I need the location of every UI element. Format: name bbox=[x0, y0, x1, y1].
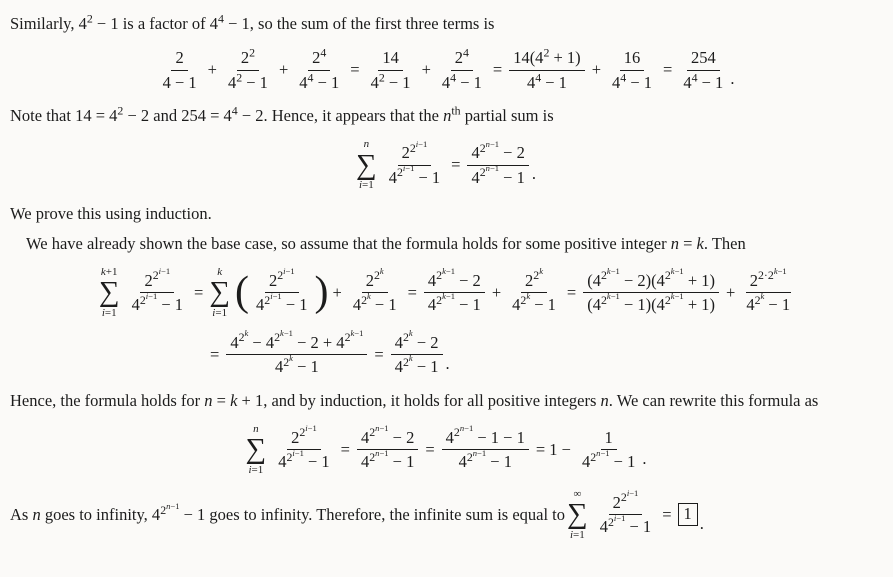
fraction bbox=[467, 138, 528, 189]
numerator: $4^{2^{k-1}} - 2$ bbox=[424, 269, 485, 293]
fraction bbox=[159, 46, 201, 94]
numerator: $2^{2^{i-1}}$ bbox=[140, 269, 174, 293]
fraction bbox=[128, 266, 187, 317]
denominator: $4^{2^{n-1}} - 1$ bbox=[471, 163, 525, 187]
summation bbox=[246, 423, 267, 477]
denominator: $4^{2^{n-1}} - 1$ bbox=[360, 447, 415, 472]
math-operator: . bbox=[699, 513, 704, 533]
math-operator: + bbox=[591, 60, 601, 80]
boxed-answer: 1 bbox=[678, 503, 698, 526]
math-operator: = bbox=[210, 344, 220, 364]
fraction bbox=[583, 266, 719, 317]
numerator: $2^{2^{i-1}}$ bbox=[609, 491, 643, 515]
fraction bbox=[226, 328, 367, 379]
fraction bbox=[438, 46, 486, 94]
fraction bbox=[295, 46, 343, 94]
denominator: $4^4 - 1$ bbox=[299, 70, 340, 92]
denominator: $4^4 - 1$ bbox=[612, 70, 652, 92]
sigma-icon: ∑ bbox=[98, 276, 120, 309]
denominator: $4^{2^k} - 1$ bbox=[274, 352, 319, 377]
math-operator: + bbox=[421, 60, 431, 80]
paragraph-infinite-sum bbox=[10, 488, 884, 542]
numerator: $2^{2^{i-1}}$ bbox=[265, 269, 299, 293]
numerator: $4^{2^k} - 2$ bbox=[391, 331, 443, 355]
denominator: $4^{2^{i-1}} - 1$ bbox=[278, 447, 330, 472]
numerator: 1 bbox=[601, 426, 617, 450]
sum-upper-limit: n bbox=[253, 422, 259, 435]
denominator: $4^{2^k} - 1$ bbox=[352, 290, 397, 315]
math-operator: = bbox=[663, 60, 673, 80]
math-operator: = bbox=[194, 282, 204, 302]
sigma-icon: ∑ bbox=[209, 276, 231, 309]
sum-lower-limit: i=1 bbox=[358, 179, 374, 192]
math-operator: = 1 − bbox=[535, 439, 571, 459]
denominator: 4 − 1 bbox=[162, 72, 197, 92]
infinite-sum-text: As n goes to infinity, $4^{2^{n-1}} - 1$ goes to infinity. Therefore, the infinite sum is equal to bbox=[10, 500, 566, 525]
denominator: $4^{2^k} - 1$ bbox=[394, 352, 439, 377]
denominator: $4^{2^k} - 1$ bbox=[512, 290, 556, 315]
denominator: $4^{2^{i-1}} - 1$ bbox=[388, 163, 441, 187]
math-operator: . bbox=[730, 69, 735, 89]
equation-rewritten-formula bbox=[10, 423, 884, 477]
numerator: $4^{2^k} - 4^{2^{k-1}} - 2 + 4^{2^{k-1}}$ bbox=[226, 331, 367, 355]
denominator: $4^{2^k} - 1$ bbox=[746, 290, 791, 315]
paragraph-note-pattern: Note that $14 = 4^2 - 2$ and $254 = 4^4 - 2$. Hence, it appears that the $n^{th}$ partial sum is bbox=[10, 103, 554, 126]
fraction bbox=[509, 46, 585, 94]
numerator: $2^2$ bbox=[237, 46, 259, 70]
denominator: $4^2 - 1$ bbox=[227, 70, 268, 92]
sum-lower-limit: i=1 bbox=[212, 306, 228, 319]
fraction bbox=[224, 46, 272, 94]
numerator: $2^{2\cdot 2^{k-1}}$ bbox=[746, 269, 791, 293]
denominator: $4^{2^{n-1}} - 1$ bbox=[581, 447, 636, 472]
numerator: $2^{2^k}$ bbox=[362, 269, 388, 293]
numerator: 14 bbox=[378, 46, 403, 70]
sum-upper-limit: ∞ bbox=[573, 487, 582, 500]
denominator: $4^{2^{k-1}} - 1$ bbox=[427, 290, 481, 315]
sum-lower-limit: i=1 bbox=[569, 528, 585, 541]
math-operator: = bbox=[407, 282, 417, 302]
numerator: $2^4$ bbox=[308, 46, 330, 70]
math-operator: . bbox=[445, 353, 450, 373]
fraction bbox=[349, 266, 401, 317]
equation-induction-step-line2 bbox=[10, 328, 884, 379]
summation bbox=[99, 266, 120, 320]
math-operator: + bbox=[278, 60, 289, 80]
numerator: $(4^{2^{k-1}} - 2)(4^{2^{k-1}} + 1)$ bbox=[583, 269, 719, 293]
paragraph-hence-rewrite: Hence, the formula holds for n = k + 1, and by induction, it holds for all positive integers n. We can rewrite this formula as bbox=[10, 390, 819, 410]
equation-first-three-terms bbox=[10, 46, 884, 94]
denominator: $4^{2^{i-1}} - 1$ bbox=[599, 512, 652, 537]
denominator: $4^4 - 1$ bbox=[526, 70, 567, 92]
math-operator: = bbox=[425, 439, 435, 459]
fraction bbox=[274, 423, 333, 474]
denominator: $(4^{2^{k-1}} - 1)(4^{2^{k-1}} + 1)$ bbox=[587, 290, 715, 315]
fraction bbox=[508, 266, 560, 317]
fraction bbox=[391, 328, 443, 379]
numerator: $2^{2^{i-1}}$ bbox=[398, 141, 432, 165]
sigma-icon: ∑ bbox=[356, 148, 377, 181]
math-operator: = bbox=[374, 344, 384, 364]
summation bbox=[209, 266, 230, 320]
math-operator: = bbox=[566, 282, 577, 302]
numerator: $4^{2^{n-1}} - 1 - 1$ bbox=[442, 426, 529, 450]
math-operator: + bbox=[491, 282, 502, 302]
math-operator: . bbox=[531, 164, 536, 184]
sum-upper-limit: k+1 bbox=[100, 265, 118, 278]
sum-lower-limit: i=1 bbox=[101, 306, 117, 319]
denominator: $4^{2^{i-1}} - 1$ bbox=[256, 290, 308, 315]
math-operator: + bbox=[207, 60, 217, 80]
denominator: $4^4 - 1$ bbox=[441, 70, 482, 92]
fraction bbox=[385, 138, 444, 189]
numerator: 2 bbox=[171, 46, 187, 70]
fraction bbox=[367, 46, 415, 94]
math-operator: . bbox=[642, 448, 647, 468]
equation-partial-sum bbox=[10, 138, 884, 192]
fraction bbox=[742, 266, 794, 317]
equation-infinite-sum bbox=[565, 488, 708, 542]
fraction bbox=[252, 266, 311, 317]
numerator: 16 bbox=[620, 46, 645, 70]
numerator: $2^{2^k}$ bbox=[521, 269, 547, 293]
fraction bbox=[442, 423, 529, 474]
sum-lower-limit: i=1 bbox=[248, 463, 264, 476]
math-operator: + bbox=[332, 282, 342, 302]
sigma-icon: ∑ bbox=[245, 433, 267, 466]
math-operator: + bbox=[726, 282, 736, 302]
denominator: $4^4 - 1$ bbox=[683, 70, 724, 92]
summation bbox=[356, 138, 377, 192]
paragraph-prove-induction: We prove this using induction. bbox=[10, 204, 212, 224]
numerator: 254 bbox=[687, 46, 720, 70]
fraction bbox=[679, 46, 727, 94]
paragraph-similarly: Similarly, $4^2 - 1$ is a factor of $4^4 - 1$, so the sum of the first three terms is bbox=[10, 11, 495, 33]
fraction bbox=[596, 488, 655, 539]
math-operator: = bbox=[451, 155, 461, 175]
fraction bbox=[578, 426, 639, 474]
denominator: $4^{2^{n-1}} - 1$ bbox=[458, 447, 512, 472]
summation bbox=[567, 488, 588, 542]
sigma-icon: ∑ bbox=[567, 498, 588, 531]
math-operator: = bbox=[350, 60, 360, 80]
fraction bbox=[357, 423, 418, 474]
paragraph-base-case: We have already shown the base case, so assume that the formula holds for some positive integer n = k. Then bbox=[26, 233, 746, 253]
sum-upper-limit: k bbox=[217, 265, 223, 278]
equation-induction-step-line1: k+1 ∑ i=1 $\frac{2^{2^{i-1}}}{4^{2^{i-1}} - 1}$ = k ∑ i=1 ( $\frac{2^{2^{i-1}}}{4^{2^{i-1}} - 1}$ ) + $\frac{2^{2^k}}{4^{2^k} - 1}$ = $\frac{4^{2^{k-1}} - 2}{4^{2^{k-1}} - 1}$ + $\frac{2^{2^k}}{4^{2^k} - 1}$ = $\frac{(4^{2^{k-1}} - 2)(4^{2^{k-1}} + 1)}{(4^{2^{k-1}} - 1)(4^{2^{k-1}} + 1)}$ + $\frac{2^{2\cdot 2^{k-1}}}{4^{2^k} - 1}$ bbox=[10, 266, 884, 320]
fraction bbox=[608, 46, 656, 94]
math-operator: = bbox=[340, 439, 350, 459]
denominator: $4^{2^{i-1}} - 1$ bbox=[131, 290, 184, 315]
denominator: $4^2 - 1$ bbox=[370, 70, 411, 92]
numerator: $2^4$ bbox=[451, 46, 473, 70]
numerator: $4^{2^{n-1}} - 2$ bbox=[467, 141, 528, 165]
sum-upper-limit: n bbox=[363, 138, 370, 151]
math-operator: = bbox=[662, 504, 672, 524]
math-operator: = bbox=[492, 60, 503, 80]
numerator: $4^{2^{n-1}} - 2$ bbox=[357, 426, 418, 450]
numerator: $2^{2^{i-1}}$ bbox=[287, 426, 321, 450]
numerator: $14(4^2 + 1)$ bbox=[509, 46, 585, 70]
fraction bbox=[424, 266, 485, 317]
